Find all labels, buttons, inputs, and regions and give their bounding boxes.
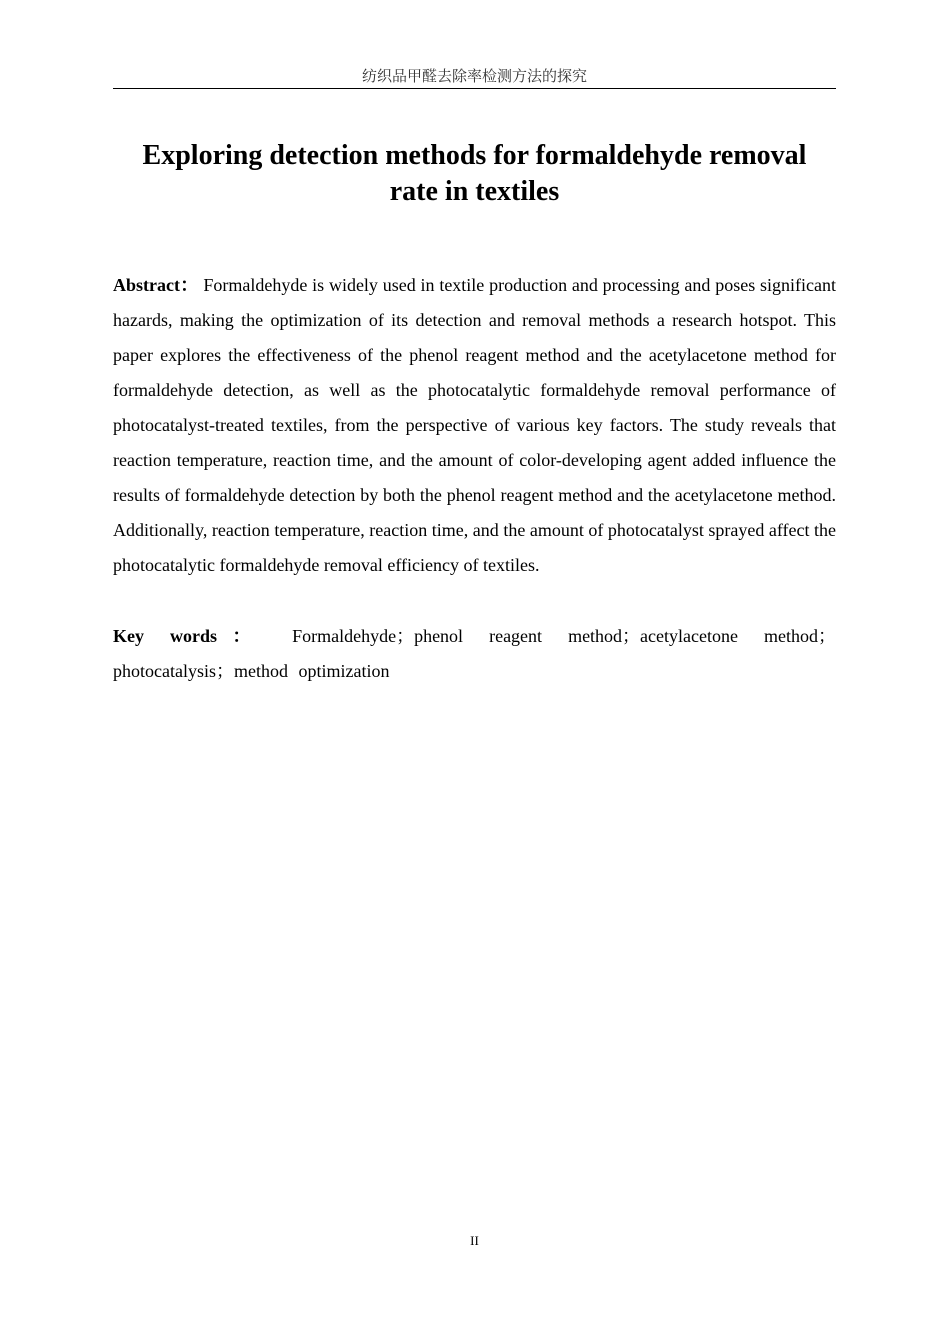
abstract-paragraph xyxy=(113,268,836,583)
paper-title-line-2: rate in textiles xyxy=(389,176,560,207)
abstract-text: Formaldehyde is widely used in textile production and processing and poses significant hazards, making the optimization of its detection and removal methods a research hotspot. This paper explores the effectiveness of the phenol reagent method and the acetylacetone method for formaldehyde detection, as well as the photocatalytic formaldehyde removal performance of photocatalyst-treated textiles, from the perspective of various key factors. The study reveals that reaction temperature, reaction time, and the amount of color-developing agent added influence the results of formaldehyde detection by both the phenol reagent method and the acetylacetone method. Additionally, reaction temperature, reaction time, and the amount of photocatalyst sprayed affect the photocatalytic formaldehyde removal efficiency of textiles. xyxy=(113,275,836,575)
abstract-label: Abstract： xyxy=(113,275,199,295)
header-rule xyxy=(113,88,836,89)
keywords-paragraph xyxy=(113,619,836,689)
page-number: II xyxy=(470,1233,479,1248)
paper-title xyxy=(113,138,836,210)
running-header: 纺织品甲醛去除率检测方法的探究 xyxy=(361,67,587,85)
paper-title-line-1: Exploring detection methods for formaldehyde removal xyxy=(142,140,807,171)
keywords-text: Formaldehyde；phenol reagent method；acetylacetone method；photocatalysis；method optimization xyxy=(113,626,836,681)
keywords-label: Key words： xyxy=(113,626,267,646)
